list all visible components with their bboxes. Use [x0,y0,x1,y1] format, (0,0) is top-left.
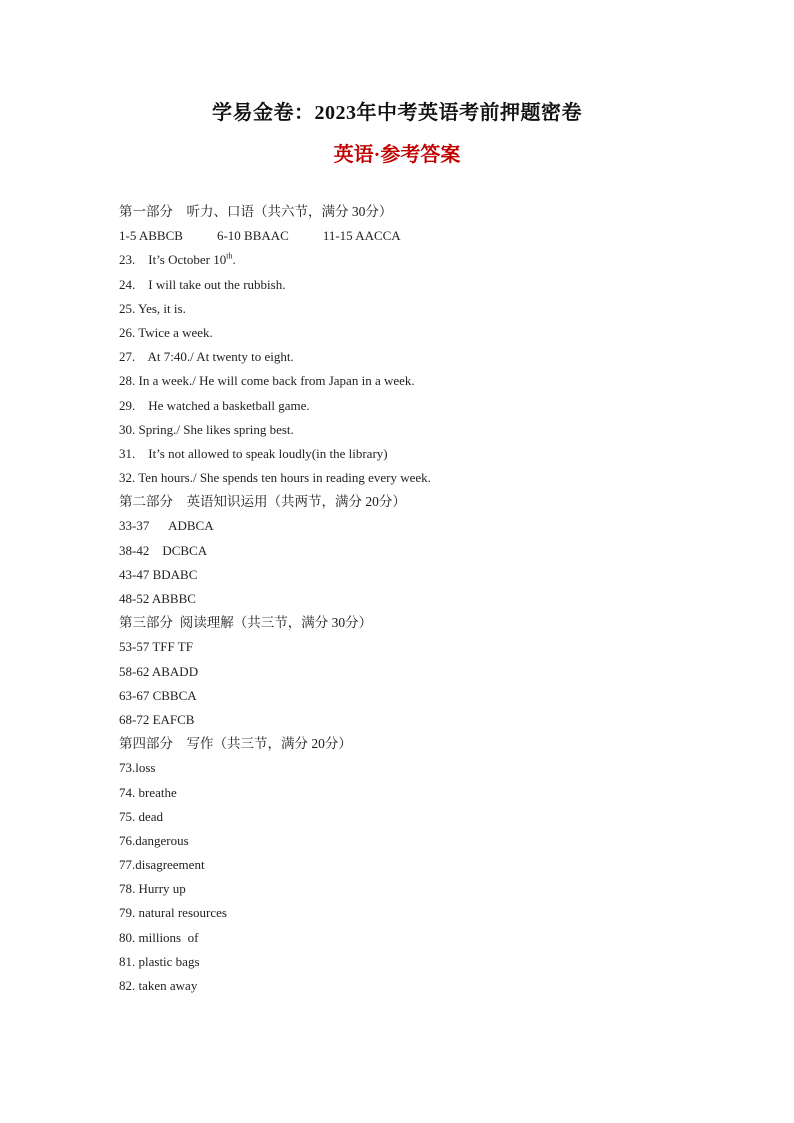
answer-23-superscript: th [226,252,233,262]
answer-23-text: 23. It’s October 10 [119,252,227,268]
answer-30: 30. Spring./ She likes spring best. [119,421,294,437]
answer-81: 81. plastic bags [119,953,200,969]
answer-76: 76.dangerous [119,832,189,848]
section-heading-part2: 第二部分 英语知识运用（共两节，满分 20分） [119,494,406,510]
document-title: 学易金卷：2023年中考英语考前押题密卷 [212,102,582,124]
answer-6-10: 6-10 BBAAC [216,228,289,244]
answer-32: 32. Ten hours./ She spends ten hours in reading every week. [119,470,431,486]
answer-79: 79. natural resources [119,905,227,921]
answer-25: 25. Yes, it is. [119,300,186,316]
answer-82: 82. taken away [119,978,198,993]
answer-list [119,200,679,998]
answer-68-72: 68-72 EAFCB [119,711,195,727]
answer-33-37: 33-37 ADBCA [119,518,214,534]
answer-75: 75. dead [119,808,164,824]
answer-78: 78. Hurry up [119,881,186,897]
answer-1-5: 1-5 ABBCB [119,228,183,244]
answer-80: 80. millions of [119,929,199,945]
answer-58-62: 58-62 ABADD [119,663,199,679]
section-heading-part1: 第一部分 听力、口语（共六节，满分 30分） [119,204,393,219]
answer-28: 28. In a week./ He will come back from Japan in a week. [119,373,415,389]
answer-43-47: 43-47 BDABC [119,566,198,582]
answer-row-1-15 [119,224,679,248]
section-heading-part3: 第三部分 阅读理解（共三节，满分 30分） [119,615,373,631]
answer-73: 73.loss [119,760,156,776]
answer-11-15: 11-15 AACCA [322,228,401,244]
answer-48-52: 48-52 ABBBC [119,591,196,606]
answer-23-period: . [232,252,236,268]
answer-74: 74. breathe [119,784,177,800]
answer-31: 31. It’s not allowed to speak loudly(in the library) [119,445,388,461]
answer-29: 29. He watched a basketball game. [119,397,310,413]
document-subtitle: 英语·参考答案 [333,144,461,166]
answer-27: 27. At 7:40./ At twenty to eight. [119,349,294,365]
answer-23 [119,248,679,272]
answer-77: 77.disagreement [119,857,205,873]
answer-26: 26. Twice a week. [119,324,213,340]
answer-63-67: 63-67 CBBCA [119,687,197,703]
answer-38-42: 38-42 DCBCA [119,542,208,558]
answer-24: 24. I will take out the rubbish. [119,276,286,292]
section-heading-part4: 第四部分 写作（共三节，满分 20分） [119,736,352,752]
answer-53-57: 53-57 TFF TF [119,639,193,655]
